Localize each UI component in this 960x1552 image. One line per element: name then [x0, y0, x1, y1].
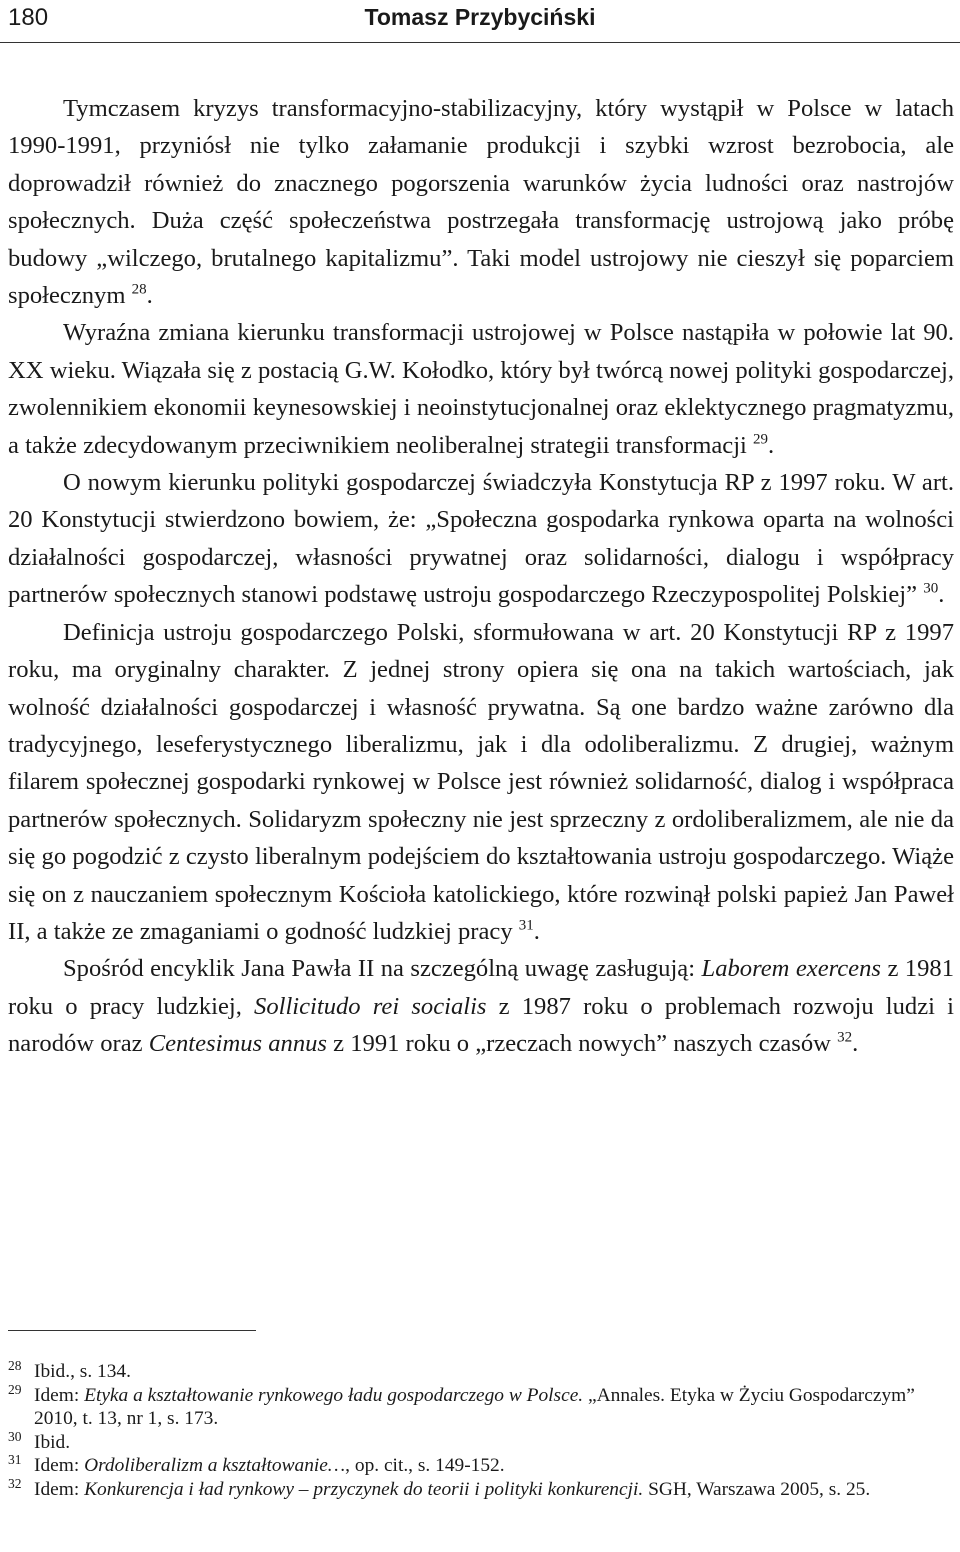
footnote-text: Idem:	[34, 1384, 80, 1406]
footnote-ref: 29	[753, 430, 769, 447]
footnote-ref: 28	[131, 281, 147, 298]
encyclical-title: Centesimus annus	[148, 1030, 327, 1058]
footnote-title: Konkurencja i ład rynkowy – przyczynek do teorii i polityki konkurencji.	[84, 1478, 644, 1500]
paragraph-text: O nowym kierunku polityki gospodarczej świadczyła Konstytucja RP z 1997 roku. W art. 20 Konstytucji stwierdzono bowiem, że: „Społeczna gospodarka rynkowa oparta na wolności działalności gospodarczej, własności prywatnej oraz solidarności, dialogu i współpracy partnerów społecznych stanowi podstawę ustroju gospodarczego Rzeczypospolitej Polskiej”	[8, 469, 954, 609]
footnote-number: 31	[8, 1452, 22, 1467]
footnote-text: „Annales. Etyka w Życiu Gospodarczym” 2010, t. 13, nr 1, s. 173.	[34, 1384, 915, 1429]
paragraph	[8, 90, 954, 314]
footnote-title: Ordoliberalizm a kształtowanie…	[84, 1455, 346, 1476]
footnote-ref: 31	[518, 917, 534, 934]
paragraph-tail: .	[533, 917, 540, 945]
footnote-separator	[8, 1330, 256, 1331]
paragraph-text: Spośród encyklik Jana Pawła II na szczególną uwagę zasługują:	[63, 955, 696, 983]
paragraph-text: Wyraźna zmiana kierunku transformacji ustrojowej w Polsce nastąpiła w połowie lat 90. XX wieku. Wiązała się z postacią G.W. Kołodko, który był twórcą nowej polityki gospodarczej, zwolennikiem ekonomii keynesowskiej i neoinstytucjonalnej oraz eklektycznego pragmatyzmu, a także zdecydowanym przeciwnikiem neoliberalnej strategii transformacji	[8, 319, 954, 459]
paragraph-tail: .	[938, 581, 945, 609]
footnote-text: , op. cit., s. 149-152.	[345, 1455, 505, 1476]
footnote-ref: 30	[923, 580, 939, 597]
paragraph-text: Tymczasem kryzys transformacyjno-stabilizacyjny, który wystąpił w Polsce w latach 1990-1991, przyniósł nie tylko załamanie produkcji i szybki wzrost bezrobocia, ale doprowadził również do znacznego pogorszenia warunków życia ludności oraz nastrojów społecznych. Duża część społeczeństwa postrzegała transformację ustrojową jako próbę budowy „wilczego, brutalnego kapitalizmu”. Taki model ustrojowy nie cieszył się poparciem społecznym	[8, 95, 954, 310]
paragraph	[8, 950, 954, 1062]
paragraph-text: z 1991 roku o „rzeczach nowych” naszych czasów	[333, 1030, 831, 1058]
footnote-number: 32	[8, 1475, 22, 1491]
paragraph-tail: .	[852, 1030, 859, 1058]
footnote	[8, 1360, 954, 1384]
footnote	[8, 1381, 954, 1431]
page-header	[0, 0, 960, 43]
footnote-text: SGH, Warszawa 2005, s. 25.	[648, 1478, 871, 1500]
footnote-number: 29	[8, 1381, 22, 1397]
running-title: Tomasz Przybyciński	[364, 4, 596, 30]
encyclical-title: Laborem exercens	[701, 955, 881, 983]
footnote	[8, 1475, 954, 1502]
footnote	[8, 1454, 954, 1478]
paragraph	[8, 614, 954, 951]
paragraph	[8, 464, 954, 614]
footnote	[8, 1428, 954, 1455]
footnote-text: Ibid.	[34, 1431, 71, 1453]
footnote-number: 30	[8, 1428, 22, 1444]
footnotes	[8, 1360, 954, 1501]
paragraph-text: z 1981 roku o pracy ludzkiej,	[8, 955, 954, 1020]
paragraph-text: Definicja ustroju gospodarczego Polski, sformułowana w art. 20 Konstytucji RP z 1997 roku, ma oryginalny charakter. Z jednej strony opiera się ona na takich wartościach, jak wolność działalności gospodarczej i własność prywatna. Są one bardzo ważne zarówno dla tradycyjnego, leseferystycznego liberalizmu, jak i dla odoliberalizmu. Z drugiej, ważnym filarem społecznej gospodarki rynkowej w Polsce jest również solidarność, dialog i współpraca partnerów społecznych. Solidaryzm społeczny nie jest sprzeczny z ordoliberalizmem, ale nie da się go pogodzić z czysto liberalnym podejściem do kształtowania ustroju gospodarczego. Wiąże się on z nauczaniem społecznym Kościoła katolickiego, które rozwinął polski papież Jan Paweł II, a także ze zmaganiami o godność ludzkiej pracy	[8, 618, 954, 945]
paragraph-tail: .	[768, 431, 775, 459]
body-text	[8, 90, 954, 1063]
paragraph	[8, 314, 954, 464]
paragraph-text: z 1987 roku o problemach rozwoju ludzi i narodów oraz	[8, 992, 954, 1058]
encyclical-title: Sollicitudo rei socialis	[254, 992, 487, 1020]
footnote-number: 28	[8, 1358, 22, 1373]
footnote-title: Etyka a kształtowanie rynkowego ładu gospodarczego w Polsce.	[84, 1384, 584, 1406]
page-number: 180	[8, 4, 49, 31]
footnote-text: Idem:	[34, 1478, 80, 1500]
footnote-text: Ibid., s. 134.	[34, 1361, 131, 1382]
footnote-text: Idem:	[34, 1455, 80, 1476]
paragraph-tail: .	[146, 282, 153, 310]
footnote-ref: 32	[837, 1029, 853, 1046]
